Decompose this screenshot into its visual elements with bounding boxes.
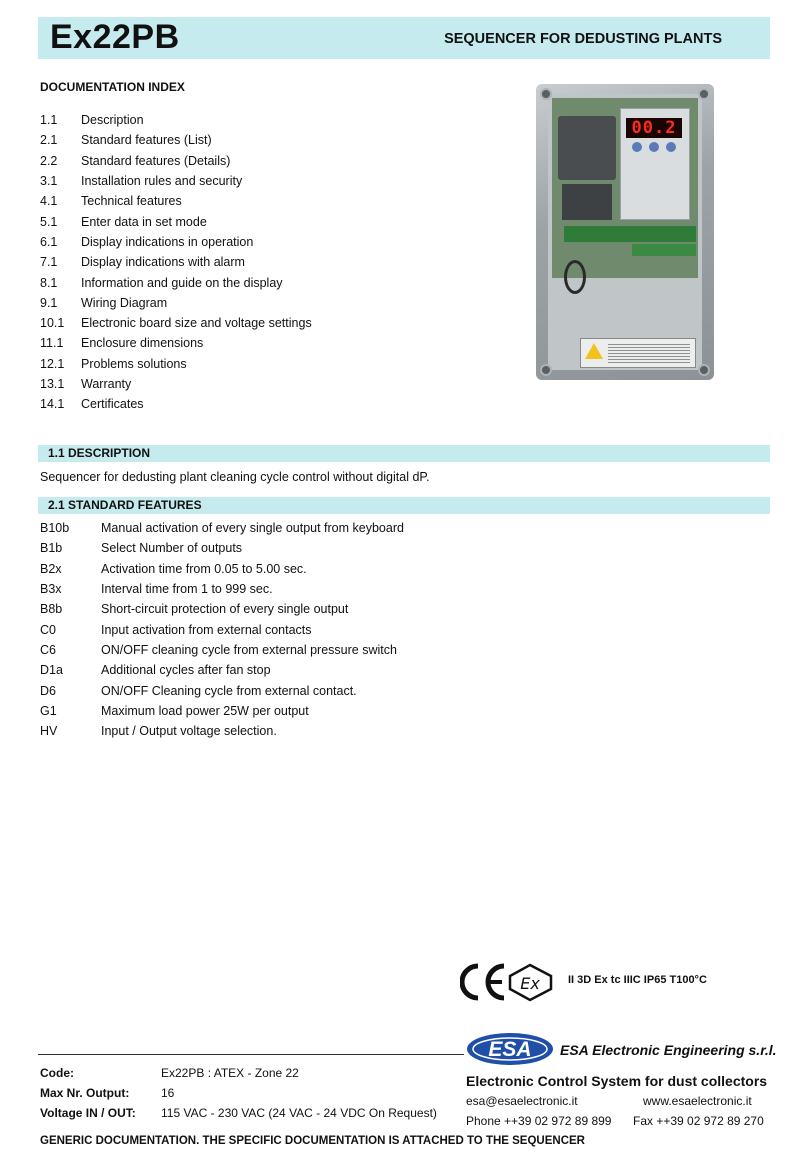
feature-item (40, 640, 640, 660)
index-item[interactable] (40, 110, 480, 130)
index-item-label: Display indications in operation (81, 234, 254, 249)
info-value: 16 (161, 1086, 175, 1100)
feature-label: Manual activation of every single output from keyboard (101, 521, 404, 536)
feature-code: D1a (40, 663, 63, 678)
info-label: Max Nr. Output: (40, 1086, 130, 1100)
feature-item (40, 559, 640, 579)
screw-icon (698, 88, 710, 100)
index-item-number: 4.1 (40, 194, 58, 209)
feature-item (40, 538, 640, 558)
cable (564, 260, 586, 294)
feature-label: ON/OFF Cleaning cycle from external contact. (101, 683, 357, 698)
feature-item (40, 660, 640, 680)
product-photo (536, 84, 714, 380)
esa-logo (466, 1032, 554, 1066)
document-subtitle: SEQUENCER FOR DEDUSTING PLANTS (444, 31, 722, 47)
feature-item (40, 680, 640, 700)
generic-documentation-note: GENERIC DOCUMENTATION. THE SPECIFIC DOCUMENTATION IS ATTACHED TO THE SEQUENCER (40, 1135, 585, 1147)
feature-label: Short-circuit protection of every single output (101, 602, 349, 617)
feature-label: Input activation from external contacts (101, 622, 312, 637)
index-item[interactable] (40, 272, 480, 292)
feature-code: B3x (40, 582, 62, 597)
index-item-label: Wiring Diagram (81, 295, 168, 310)
index-item[interactable] (40, 151, 480, 171)
index-item-number: 5.1 (40, 214, 58, 229)
svg-text:Ex: Ex (520, 974, 540, 993)
transformer (558, 116, 616, 180)
index-item-label: Standard features (List) (81, 133, 212, 148)
feature-label: Maximum load power 25W per output (101, 703, 309, 718)
index-item-number: 12.1 (40, 356, 65, 371)
screw-icon (698, 364, 710, 376)
info-value: Ex22PB : ATEX - Zone 22 (161, 1066, 299, 1080)
index-item-label: Warranty (81, 377, 132, 391)
index-item[interactable] (40, 333, 480, 353)
index-item-number: 9.1 (40, 295, 58, 310)
info-label: Voltage IN / OUT: (40, 1106, 136, 1120)
index-item-number: 10.1 (40, 316, 65, 331)
feature-item (40, 701, 640, 721)
index-item-number: 13.1 (40, 377, 65, 391)
index-item[interactable] (40, 354, 480, 374)
index-item-label: Electronic board size and voltage settings (81, 316, 312, 331)
ce-ex-marking-icon (460, 962, 560, 1002)
feature-item (40, 619, 640, 639)
features-list (40, 518, 640, 741)
index-item[interactable] (40, 232, 480, 252)
transformer-base (562, 184, 612, 220)
index-item-number: 11.1 (40, 336, 64, 351)
index-item[interactable] (40, 394, 480, 414)
screw-icon (540, 88, 552, 100)
feature-label: Activation time from 0.05 to 5.00 sec. (101, 561, 307, 576)
warning-triangle-icon (585, 343, 603, 359)
feature-label: Interval time from 1 to 999 sec. (101, 582, 273, 597)
feature-code: B2x (40, 561, 62, 576)
company-name: ESA Electronic Engineering s.r.l. (560, 1042, 777, 1058)
index-title: DOCUMENTATION INDEX (40, 80, 185, 94)
terminal-block (632, 244, 696, 256)
atex-marking: II 3D Ex tc IIIC IP65 T100°C (568, 974, 707, 986)
feature-label: ON/OFF cleaning cycle from external pressure switch (101, 642, 397, 657)
terminal-block (564, 226, 696, 242)
index-item-number: 7.1 (40, 255, 58, 270)
index-item-number: 3.1 (40, 174, 58, 189)
feature-label: Additional cycles after fan stop (101, 663, 271, 678)
index-item[interactable] (40, 313, 480, 333)
index-list (40, 110, 480, 414)
model-title: Ex22PB (50, 18, 180, 56)
index-item-label: Information and guide on the display (81, 275, 283, 290)
index-item-number: 1.1 (40, 113, 58, 128)
feature-item (40, 599, 640, 619)
right-arrow-button-icon (666, 142, 676, 152)
index-item-label: Enter data in set mode (81, 214, 207, 229)
company-tagline: Electronic Control System for dust collectors (466, 1073, 768, 1089)
index-item-label: Installation rules and security (81, 174, 243, 189)
feature-code: B10b (40, 521, 70, 536)
contact-email[interactable]: esa@esaelectronic.it (466, 1094, 578, 1108)
feature-code: C0 (40, 622, 56, 637)
feature-code: D6 (40, 683, 56, 698)
contact-phone: Phone ++39 02 972 89 899 (466, 1114, 612, 1128)
feature-code: HV (40, 724, 58, 739)
description-text: Sequencer for dedusting plant cleaning cycle control without digital dP. (40, 470, 430, 484)
index-item[interactable] (40, 374, 480, 394)
index-item-label: Standard features (Details) (81, 153, 231, 168)
index-item-label: Certificates (81, 397, 144, 412)
feature-label: Input / Output voltage selection. (101, 724, 277, 739)
index-item[interactable] (40, 293, 480, 313)
set-button-icon (649, 142, 659, 152)
contact-fax: Fax ++39 02 972 89 270 (633, 1114, 764, 1128)
index-item-number: 6.1 (40, 234, 58, 249)
section-heading-standard-features: 2.1 STANDARD FEATURES (38, 497, 770, 514)
feature-code: B1b (40, 541, 63, 556)
index-item-label: Technical features (81, 194, 182, 209)
info-value: 115 VAC - 230 VAC (24 VAC - 24 VDC On Request) (161, 1106, 437, 1120)
logo-text: ESA (488, 1038, 532, 1061)
screw-icon (540, 364, 552, 376)
warning-label-text-lines (608, 344, 690, 364)
feature-label: Select Number of outputs (101, 541, 243, 556)
document-header (38, 17, 770, 59)
feature-item (40, 579, 640, 599)
info-label: Code: (40, 1066, 74, 1080)
index-item-label: Enclosure dimensions (81, 336, 204, 351)
index-item[interactable] (40, 191, 480, 211)
index-item-label: Problems solutions (81, 356, 187, 371)
left-arrow-button-icon (632, 142, 642, 152)
index-item[interactable] (40, 211, 480, 231)
index-item[interactable] (40, 252, 480, 272)
index-item-number: 14.1 (40, 397, 65, 412)
index-item-number: 8.1 (40, 275, 58, 290)
index-item-label: Display indications with alarm (81, 255, 245, 270)
section-heading-description: 1.1 DESCRIPTION (38, 445, 770, 462)
index-item-number: 2.2 (40, 153, 58, 168)
index-item[interactable] (40, 130, 480, 150)
index-item-label: Description (81, 113, 144, 128)
index-item-number: 2.1 (40, 133, 58, 148)
feature-item (40, 518, 640, 538)
led-display: 00.2 (626, 118, 682, 138)
feature-code: B8b (40, 602, 63, 617)
feature-code: G1 (40, 703, 57, 718)
divider (38, 1054, 464, 1055)
feature-item (40, 721, 640, 741)
contact-website[interactable]: www.esaelectronic.it (643, 1094, 752, 1108)
index-item[interactable] (40, 171, 480, 191)
feature-code: C6 (40, 642, 56, 657)
